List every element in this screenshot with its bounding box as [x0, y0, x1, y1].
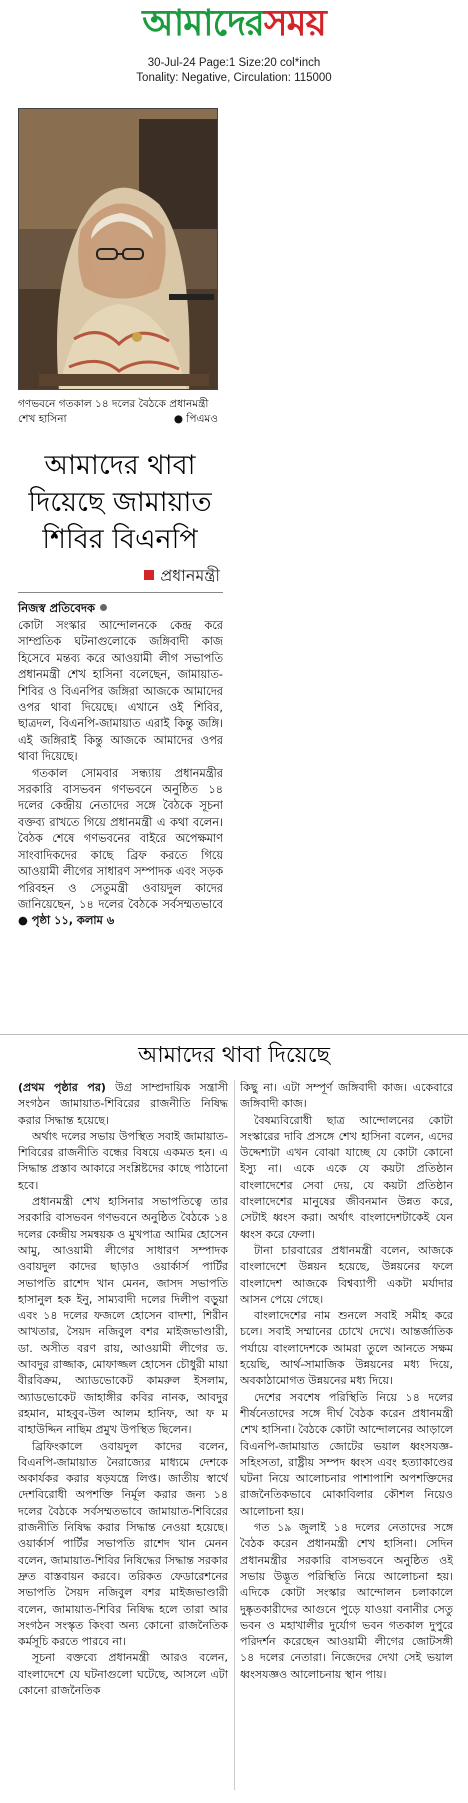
continuation-left-paragraph-3: ব্রিফিংকালে ওবায়দুল কাদের বলেন, বিএনপি-জামায়াত নৈরাজ্যের মাধ্যমে দেশকে অকার্যকর করার ষড়যন্ত্রে লিপ্ত। জাতীয় স্বার্থে দেশবিরোধী অপশক্তি নির্মূল করার জন্য ১৪ দলের বৈঠকে সর্বসম্মতভাবে জামায়াত-শিবিরের রাজনীতি নিষিদ্ধ করার সিদ্ধান্ত নেওয়া হয়েছে। ওয়ার্কার্স পার্টির সভাপতি রাশেদ খান মেনন বলেন, জামায়াত-শিবির নিষিদ্ধের সিদ্ধান্ত সরকার দ্রুত বাস্তবায়ন করবে। তরিকত ফেডারেশনের সভাপতি সৈয়দ নজিবুল বশর মাইজভাণ্ডারী বলেন, জামায়াত-শিবির নিষিদ্ধ হলে তারা আর সংগঠন সংস্কৃত কিংবা অন্য কোনো রাজনৈতিক কর্মসূচি করতে পারবে না।: [18, 1439, 228, 1649]
continuation-paragraph: [18, 1080, 228, 1129]
clip-info-tonality: Tonality: Negative, Circulation: 115000: [136, 72, 332, 84]
continuation-left-paragraph-2: প্রধানমন্ত্রী শেখ হাসিনার সভাপতিত্বে তার সরকারি বাসভবন গণভবনে অনুষ্ঠিত বৈঠকে ১৪ দলের কেন্দ্রীয় সমন্বয়ক ও মুখপাত্র আমির হোসেন আমু, আওয়ামী লীগের সাধারণ সম্পাদক ওবায়দুল কাদের ছাড়াও ওয়ার্কার্স পার্টির সভাপতি রাশেদ খান মেনন, জাসদ সভাপতি হাসানুল হক ইনু, সাম্যবাদী দলের দিলীপ বড়ুয়া এবং ১৪ দলের ফজলে হোসেন বাদশা, শিরীন আখতার, সৈয়দ নজিবুল বশর মাইজভাণ্ডারী, ডা. অসীত বরণ রায়, আওয়ামী লীগের ড. আবদুর রাজ্জাক, মোফাজ্জল হোসেন চৌধুরী মায়া বীরবিক্রম, অ্যাডভোকেট কামরুল ইসলাম, অ্যাডভোকেট জাহাঙ্গীর কবির নানক, আবদুর রহমান, মাহবুব-উল আলম হানিফ, আ ফ ম বাহাউদ্দিন নাছিম প্রমুখ উপস্থিত ছিলেন।: [18, 1195, 228, 1437]
headline-divider: [18, 592, 223, 593]
continuation-right-paragraph-5: গত ১৯ জুলাই ১৪ দলের নেতাদের সঙ্গে বৈঠক করেন প্রধানমন্ত্রী শেখ হাসিনা। সেদিন প্রধানমন্ত্রীর সরকারি বাসভবনে অনুষ্ঠিত ওই সভায় উদ্ভূত পরিস্থিতি নিয়ে আলোচনা হয়। এদিকে কোটা সংস্কার আন্দোলন চলাকালে দুষ্কৃতকারীদের আগুনে পুড়ে যাওয়া বনানীর সেতু ভবন ও মহাখালীর দুর্যোগ ভবন গতকাল দুপুরে পরিদর্শন করেছেন আওয়ামী লীগের জোটসঙ্গী ১৪ দলের নেতারা। নিজেদের দেখা সেই ভয়াল ধ্বংসযজ্ঞও আলোচনায় স্থান পায়।: [240, 1521, 453, 1681]
news-photo: [18, 108, 218, 390]
continuation-right-paragraph-1: বৈষম্যবিরোধী ছাত্র আন্দোলনের কোটা সংস্কারের দাবি প্রসঙ্গে শেখ হাসিনা বলেন, এদের উদ্দেশ্যটা এখন বোঝা যাচ্ছে যে কোটা কোনো ইস্যু না। একে একে যে কয়টা প্রতিষ্ঠান বাংলাদেশের সেবা দেয়, যে কয়টা প্রতিষ্ঠান বাংলাদেশের মানুষের জীবনমান উন্নত করে, সেটাই ধ্বংস করা। অর্থাৎ বাংলাদেশটাকেই যেন ধ্বংস করে ফেলা।: [240, 1113, 453, 1241]
main-headline: [10, 447, 230, 558]
continuation-left-paragraph-4: সূচনা বক্তব্যে প্রধানমন্ত্রী আরও বলেন, বাংলাদেশে যে ঘটনাগুলো ঘটেছে, আসলে এটা কোনো রাজনৈতিক: [18, 1651, 228, 1697]
lead-paragraph-2-text: গতকাল সোমবার সন্ধ্যায় প্রধানমন্ত্রীর সরকারি বাসভবন গণভবনে অনুষ্ঠিত ১৪ দলের কেন্দ্রীয় নেতাদের সঙ্গে বৈঠকে সূচনা বক্তব্য রাখতে গিয়ে প্রধানমন্ত্রী এ কথা বলেন। বৈঠক শেষে গণভবনের বাইরে অপেক্ষমাণ সাংবাদিকদের কাছে ব্রিফ করতে গিয়ে আওয়ামী লীগের সাধারণ সম্পাদক এবং সড়ক পরিবহন ও সেতুমন্ত্রী ওবায়দুল কাদের জানিয়েছেন, ১৪ দলের বৈঠকে সর্বসম্মতভাবে: [18, 766, 223, 911]
section-divider: [0, 1034, 468, 1035]
headline-line-3: শিবির বিএনপি: [42, 524, 198, 555]
continuation-right-column: [240, 1080, 453, 1790]
byline-text: নিজস্ব প্রতিবেদক: [18, 601, 96, 615]
continuation-right-paragraph-0: কিছু না। এটা সম্পূর্ণ জঙ্গিবাদী কাজ। একেবারে জঙ্গিবাদী কাজ।: [240, 1081, 453, 1111]
kicker-square-icon: [144, 570, 154, 580]
continuation-left-text-0: উগ্র সাম্প্রদায়িক সন্ত্রাসী সংগঠন জামায়াত-শিবিরের রাজনীতি নিষিদ্ধ করার সিদ্ধান্ত হয়েছে।: [18, 1081, 228, 1127]
kicker: [110, 566, 220, 586]
masthead-logo: [0, 4, 468, 44]
kicker-text: প্রধানমন্ত্রী: [160, 566, 220, 585]
headline-line-2: দিয়েছে জামায়াত: [28, 487, 212, 518]
continuation-left-paragraph-1: অর্থাৎ দলের সভায় উপস্থিত সবাই জামায়াত-শিবিরের রাজনীতি বন্ধের বিষয়ে একমত হন। এ সিদ্ধান্ত প্রস্তাব আকারে সংশ্লিষ্টদের কাছে পাঠানো হবে।: [18, 1129, 228, 1192]
continuation-right-paragraph-3: বাংলাদেশের নাম শুনলে সবাই সমীহ করে চলে। সবাই সম্মানের চোখে দেখে। আন্তর্জাতিক পর্যায়ে বাংলাদেশকে আমরা তুলে আনতে সক্ষম হয়েছি, আর্থ-সামাজিক উন্নয়নের মধ্য দিয়ে, অবকাঠামোগত উন্নয়নের মধ্য দিয়ে।: [240, 1309, 453, 1388]
column-rule: [234, 1080, 235, 1790]
jump-headline: আমাদের থাবা দিয়েছে: [138, 1043, 330, 1068]
lead-story-column: [18, 618, 223, 1028]
continuation-right-paragraph-4: দেশের সবশেষ পরিস্থিতি নিয়ে ১৪ দলের শীর্ষনেতাদের সঙ্গে দীর্ঘ বৈঠক করেন প্রধানমন্ত্রী শেখ হাসিনা। বৈঠকে কোটা আন্দোলনের আড়ালে বিএনপি-জামায়াত জোটের ভয়াল ধ্বংসযজ্ঞ-সহিংসতা, রাষ্ট্রীয় সম্পদ ধ্বংস এবং হত্যাকাণ্ডের ঘটনা নিয়ে আলোচনার পাশাপাশি অপশক্তিদের রাজনৈতিকভাবে মোকাবিলার কৌশল নিয়েও আলোচনা হয়।: [240, 1390, 453, 1518]
jump-reference: ● পৃষ্ঠা ১১, কলাম ৬: [18, 914, 115, 928]
masthead-part-a: আমাদের: [142, 3, 264, 44]
continuation-marker: (প্রথম পৃষ্ঠার পর): [18, 1081, 106, 1094]
photo-caption-text: গণভবনে গতকাল ১৪ দলের বৈঠকে প্রধানমন্ত্রী শেখ হাসিনা: [18, 398, 209, 425]
clip-info-date-page: 30-Jul-24 Page:1 Size:20 col*inch: [147, 57, 321, 69]
photo-credit: ● পিএমও: [173, 413, 218, 425]
byline-dot-icon: [100, 604, 107, 611]
byline: [18, 601, 107, 616]
continuation-right-paragraph-2: টানা চারবারের প্রধানমন্ত্রী বলেন, আজকে বাংলাদেশে উন্নয়ন হয়েছে, উন্নয়নের ফলে বাংলাদেশ আজকে বিশ্বব্যাপী একটা মর্যাদার আসন পেয়ে গেছে।: [240, 1243, 453, 1306]
lead-paragraph-2: [18, 766, 223, 930]
photo-caption: [18, 397, 218, 427]
masthead-part-b: সময়: [263, 3, 326, 44]
continuation-left-column: [18, 1080, 228, 1790]
lead-paragraph-1: কোটা সংস্কার আন্দোলনকে কেন্দ্র করে সাম্প্রতিক ঘটনাগুলোকে জঙ্গিবাদী কাজ হিসেবে মন্তব্য করে আওয়ামী লীগ সভাপতি প্রধানমন্ত্রী শেখ হাসিনা বলেছেন, জামায়াত-শিবির ও বিএনপির জঙ্গিরা আজকে আমাদের ওপর থাবা দিয়েছে। এখানে ওই শিবির, ছাত্রদল, বিএনপি-জামায়াত এরাই কিন্তু জঙ্গি। এই জঙ্গিরাই কিন্তু আজকে আমাদের ওপর থাবা দিয়েছে।: [18, 619, 223, 764]
headline-line-1: আমাদের থাবা: [44, 450, 196, 481]
